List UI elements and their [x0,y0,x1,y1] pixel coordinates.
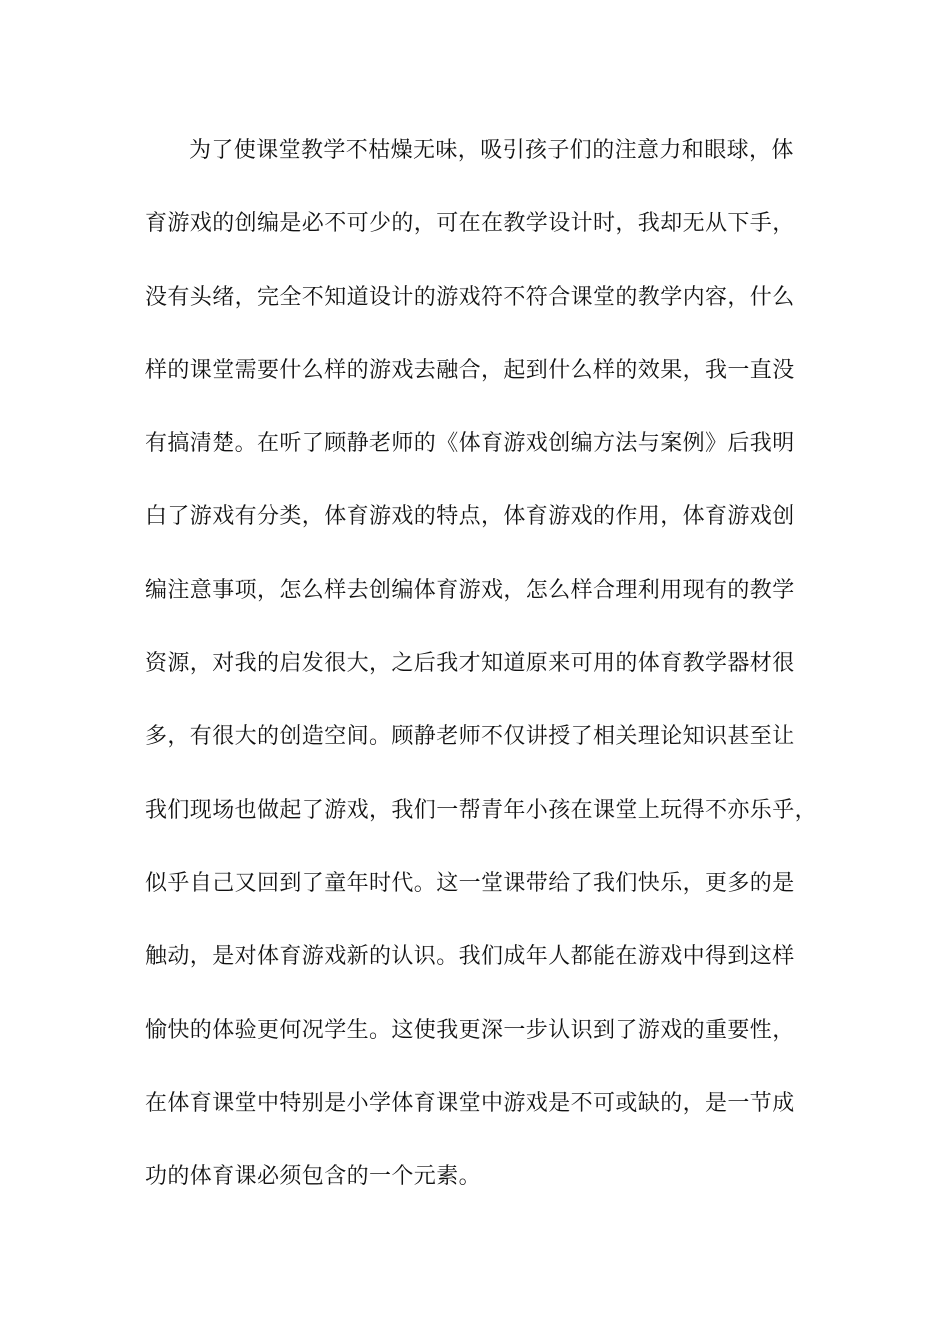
paragraph-line: 样的课堂需要什么样的游戏去融合，起到什么样的效果，我一直没 [145,357,795,383]
paragraph-line: 在体育课堂中特别是小学体育课堂中游戏是不可或缺的，是一节成 [145,1090,795,1116]
paragraph-line: 编注意事项，怎么样去创编体育游戏，怎么样合理利用现有的教学 [145,577,795,603]
body-paragraph [145,128,818,1227]
paragraph-line: 育游戏的创编是必不可少的，可在在教学设计时，我却无从下手， [145,211,795,237]
paragraph-line: 为了使课堂教学不枯燥无味，吸引孩子们的注意力和眼球，体 [189,138,794,163]
paragraph-line: 白了游戏有分类，体育游戏的特点，体育游戏的作用，体育游戏创 [145,504,795,530]
paragraph-line: 似乎自己又回到了童年时代。这一堂课带给了我们快乐，更多的是 [145,870,795,896]
paragraph-line: 没有头绪，完全不知道设计的游戏符不符合课堂的教学内容，什么 [145,284,795,310]
paragraph-line: 我们现场也做起了游戏，我们一帮青年小孩在课堂上玩得不亦乐乎， [145,797,818,823]
paragraph-line: 多，有很大的创造空间。顾静老师不仅讲授了相关理论知识甚至让 [145,724,795,750]
paragraph-line: 愉快的体验更何况学生。这使我更深一步认识到了游戏的重要性， [145,1017,795,1043]
paragraph-line: 功的体育课必须包含的一个元素。 [145,1164,482,1190]
paragraph-line: 触动，是对体育游戏新的认识。我们成年人都能在游戏中得到这样 [145,944,795,970]
paragraph-line: 资源，对我的启发很大，之后我才知道原来可用的体育教学器材很 [145,651,795,677]
paragraph-line: 有搞清楚。在听了顾静老师的《体育游戏创编方法与案例》后我明 [145,431,795,457]
